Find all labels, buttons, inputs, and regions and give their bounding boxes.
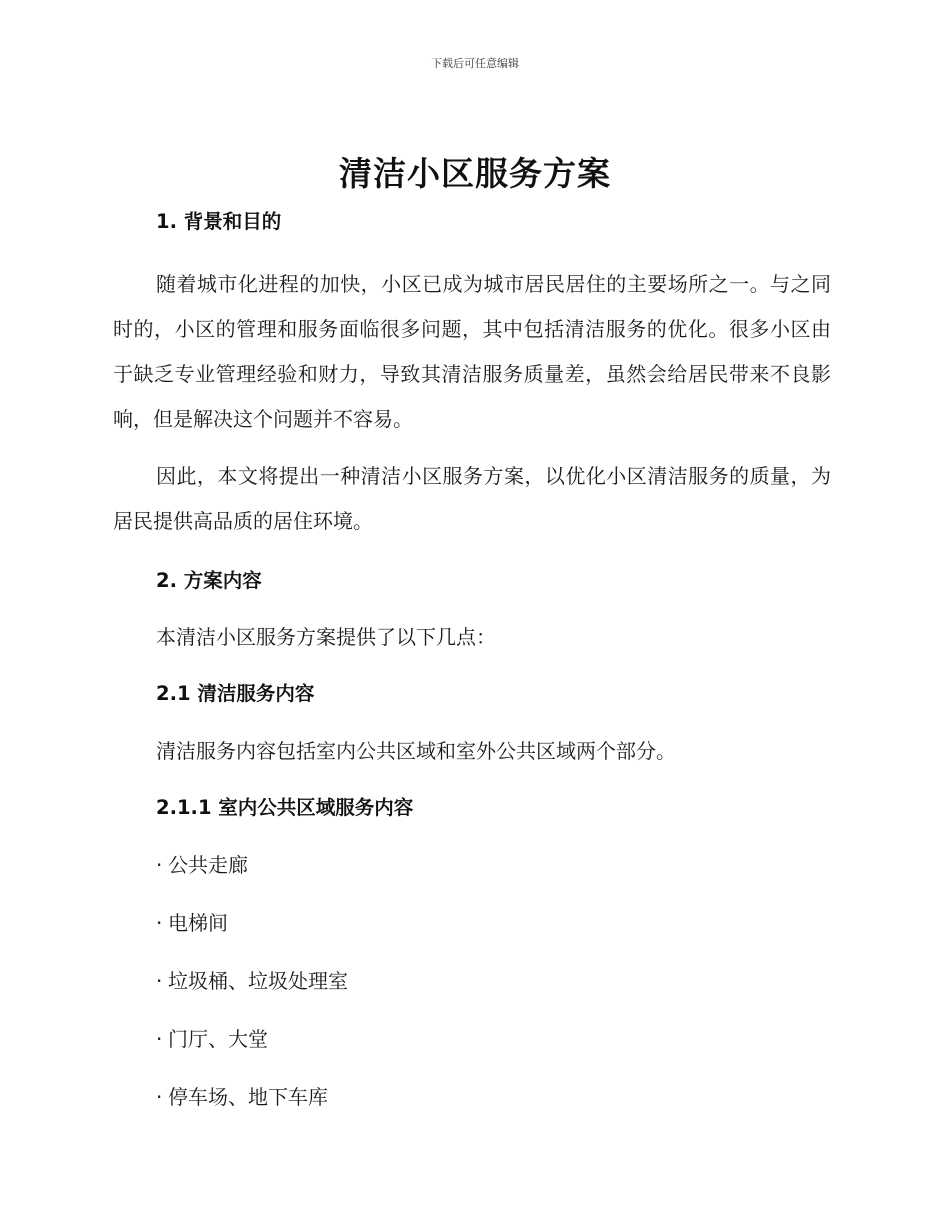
section-2-1-heading: 2.1 清洁服务内容 bbox=[156, 682, 315, 705]
bullet-dot: · bbox=[156, 1085, 163, 1109]
document-title: 清洁小区服务方案 bbox=[339, 154, 611, 193]
bullet-dot: · bbox=[156, 969, 163, 993]
section-1-paragraph-1: 随着城市化进程的加快，小区已成为城市居民居住的主要场所之一。与之同时的，小区的管理和服务面临很多问题，其中包括清洁服务的优化。很多小区由于缺乏专业管理经验和财力，导致其清洁服务质量差，虽然会给居民带来不良影响，但是解决这个问题并不容易。 bbox=[113, 272, 831, 431]
list-item bbox=[113, 1080, 831, 1114]
bullet-dot: · bbox=[156, 911, 163, 935]
list-item-text: 门厅、大堂 bbox=[168, 1027, 268, 1051]
list-item-text: 公共走廊 bbox=[168, 853, 248, 877]
header-note: 下载后可任意编辑 bbox=[431, 57, 519, 70]
bullet-dot: · bbox=[156, 1027, 163, 1051]
section-1-paragraph-2: 因此，本文将提出一种清洁小区服务方案，以优化小区清洁服务的质量，为居民提供高品质的居住环境。 bbox=[113, 464, 831, 533]
list-item-text: 电梯间 bbox=[168, 911, 228, 935]
section-2-intro: 本清洁小区服务方案提供了以下几点： bbox=[156, 625, 496, 649]
list-item bbox=[113, 848, 831, 882]
section-1-heading: 1. 背景和目的 bbox=[156, 210, 282, 233]
document-body bbox=[113, 205, 831, 1114]
list-item-text: 垃圾桶、垃圾处理室 bbox=[168, 969, 348, 993]
section-2-heading: 2. 方案内容 bbox=[156, 569, 262, 592]
bullet-dot: · bbox=[156, 853, 163, 877]
section-2-1-intro: 清洁服务内容包括室内公共区域和室外公共区域两个部分。 bbox=[156, 739, 676, 763]
list-item bbox=[113, 906, 831, 940]
list-item bbox=[113, 1022, 831, 1056]
section-2-1-1-heading: 2.1.1 室内公共区域服务内容 bbox=[156, 796, 414, 819]
list-item bbox=[113, 964, 831, 998]
list-item-text: 停车场、地下车库 bbox=[168, 1085, 328, 1109]
